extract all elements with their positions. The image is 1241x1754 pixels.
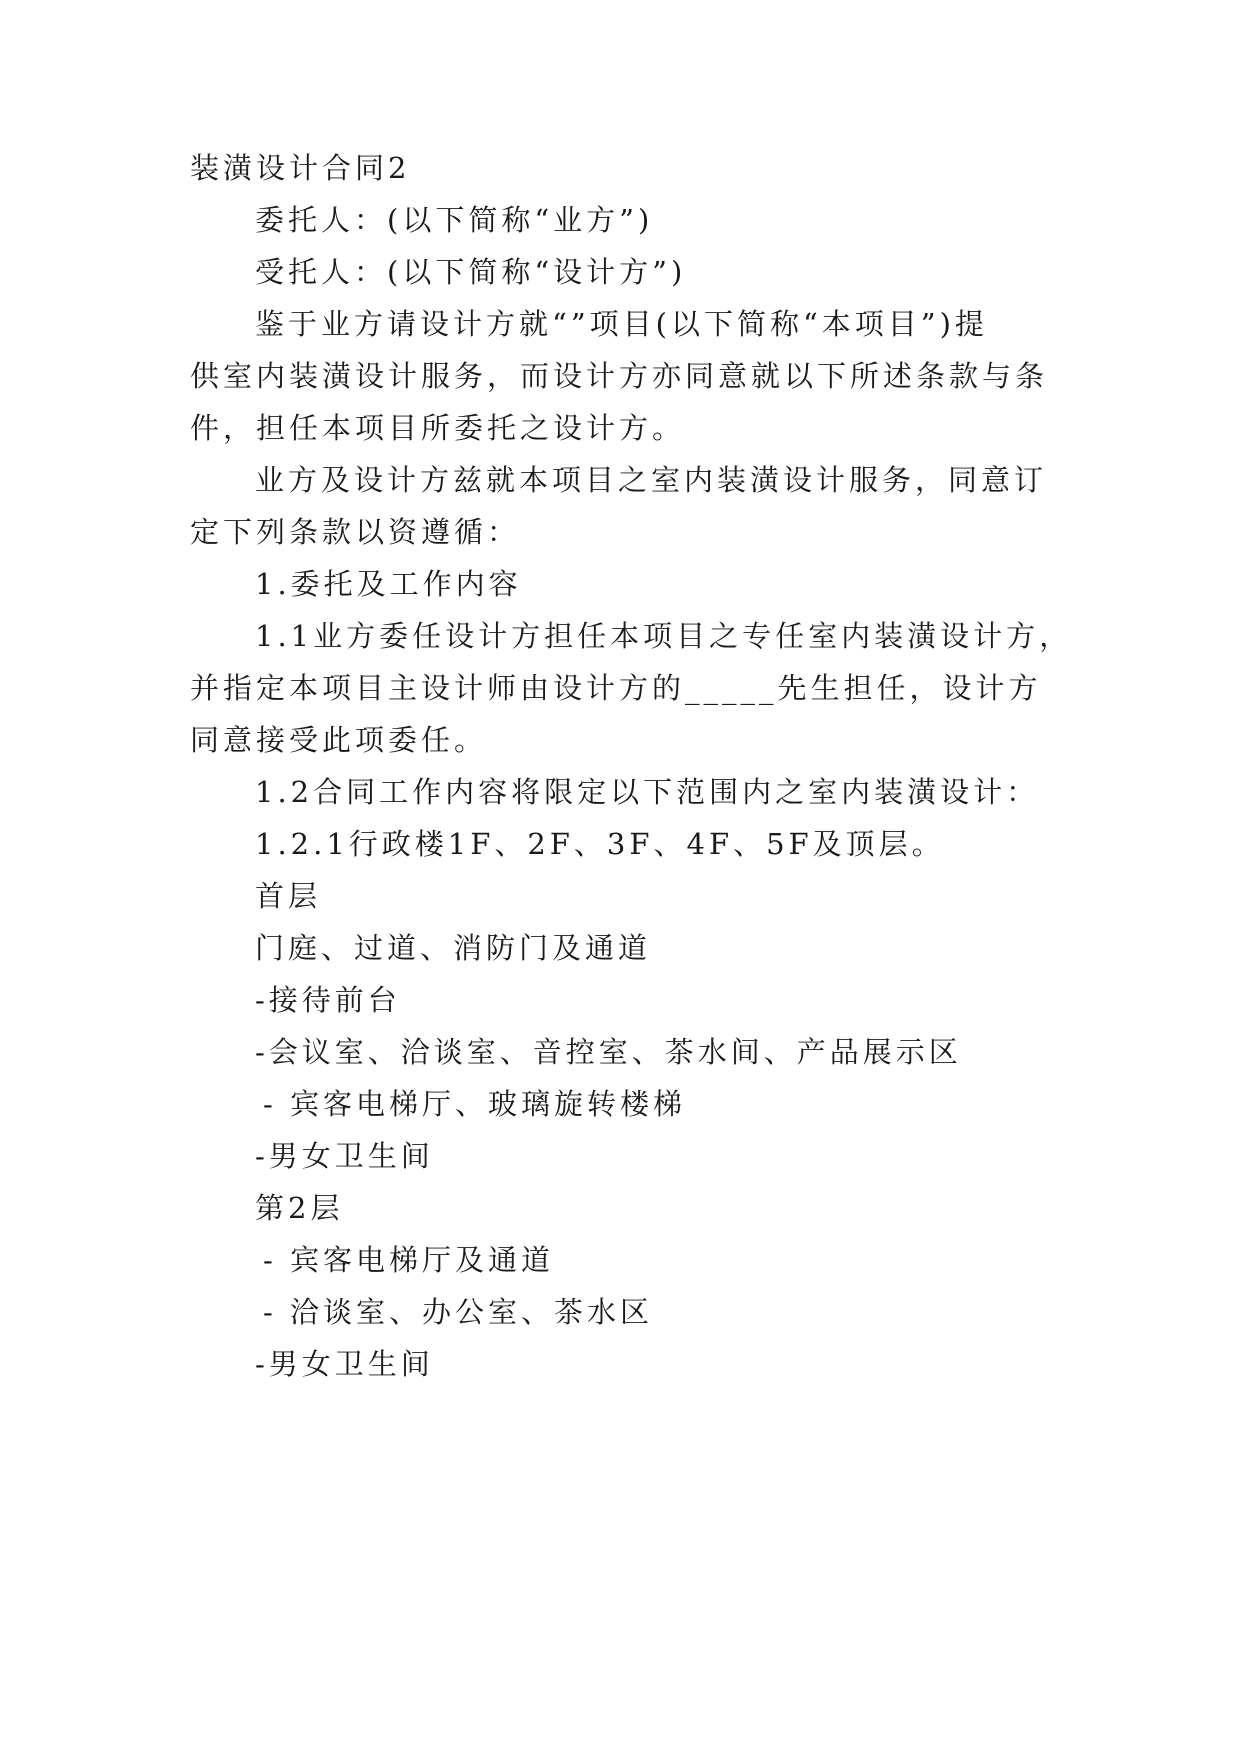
- clause-1-1-line-3: 同意接受此项委任。: [190, 723, 488, 757]
- intro-paragraph-2-line-1: 业方及设计方兹就本项目之室内装潢设计服务，同意订: [255, 463, 1048, 497]
- clause-1-2: 1.2合同工作内容将限定以下范围内之室内装潢设计：: [255, 775, 1040, 809]
- document-title: 装潢设计合同2: [190, 151, 411, 185]
- floor-1-item: -会议室、洽谈室、音控室、茶水间、产品展示区: [255, 1035, 962, 1069]
- clause-1-2-1: 1.2.1行政楼1F、2F、3F、4F、5F及顶层。: [255, 827, 945, 861]
- floor-2-heading: 第2层: [255, 1191, 344, 1225]
- section-1-heading: 1.委托及工作内容: [255, 567, 522, 601]
- floor-2-item: -男女卫生间: [255, 1347, 434, 1381]
- floor-1-item: - 宾客电梯厅、玻璃旋转楼梯: [263, 1087, 687, 1121]
- floor-1-item: 门庭、过道、消防门及通道: [255, 931, 652, 965]
- intro-paragraph-1-line-3: 件，担任本项目所委托之设计方。: [190, 411, 686, 445]
- intro-paragraph-1-line-2: 供室内装潢设计服务，而设计方亦同意就以下所述条款与条: [190, 359, 1049, 393]
- clause-1-1-line-1: 1.1业方委任设计方担任本项目之专任室内装潢设计方，: [255, 619, 1073, 653]
- floor-1-item: -男女卫生间: [255, 1139, 434, 1173]
- client-line: 委托人：(以下简称“业方”): [255, 203, 654, 237]
- floor-2-item: - 洽谈室、办公室、茶水区: [263, 1295, 654, 1329]
- agent-line: 受托人：(以下简称“设计方”): [255, 255, 687, 289]
- floor-2-item: - 宾客电梯厅及通道: [263, 1243, 555, 1277]
- intro-paragraph-2-line-2: 定下列条款以资遵循：: [190, 515, 521, 549]
- clause-1-1-line-2: 并指定本项目主设计师由设计方的_____先生担任，设计方: [190, 671, 1042, 705]
- floor-1-heading: 首层: [255, 879, 322, 913]
- intro-paragraph-1-line-1: 鉴于业方请设计方就“”项目(以下简称“本项目”)提: [255, 307, 988, 341]
- floor-1-item: -接待前台: [255, 983, 401, 1017]
